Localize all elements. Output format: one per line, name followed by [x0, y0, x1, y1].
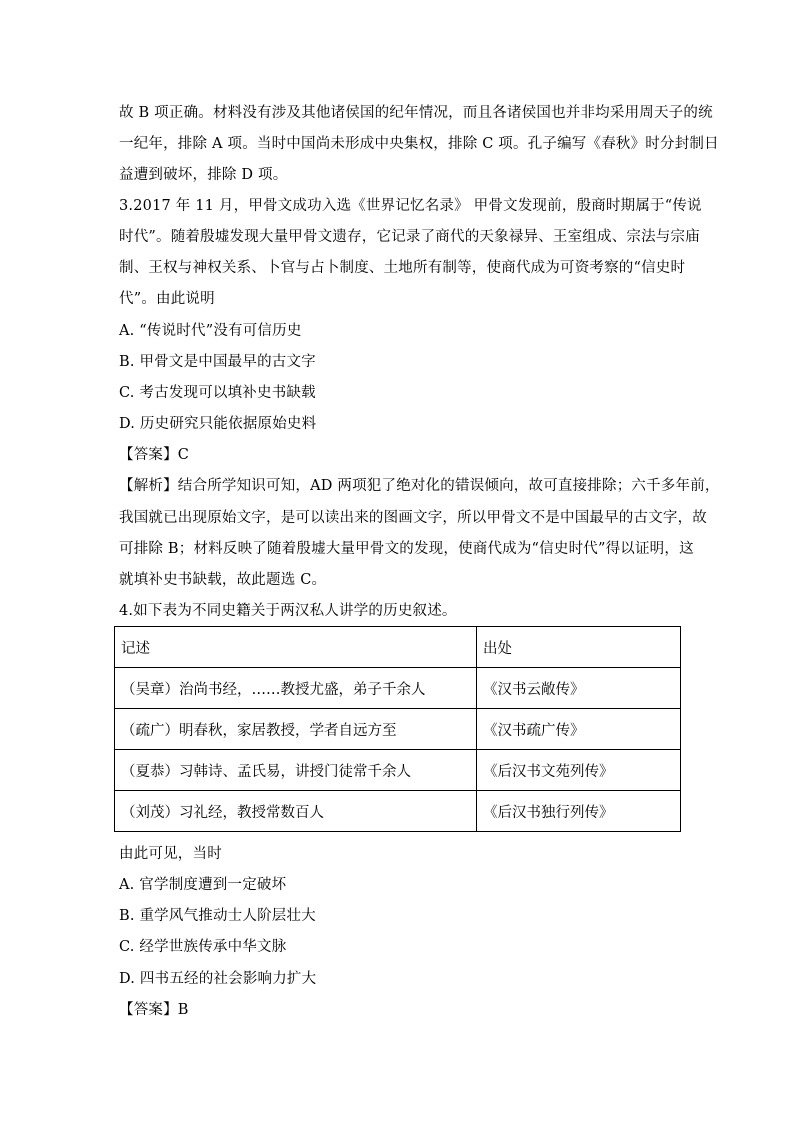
answer-label: 【答案】B: [119, 1002, 189, 1018]
table-cell: 《后汉书独行列传》: [477, 791, 681, 832]
table-row: [115, 750, 681, 791]
text-line: 益遭到破坏，排除 D 项。: [119, 167, 288, 183]
table-cell: 《后汉书文苑列传》: [477, 750, 681, 791]
text-line: 代”。由此说明: [119, 291, 215, 307]
option-a: A. 官学制度遭到一定破坏: [119, 877, 287, 893]
text-line: 故 B 项正确。材料没有涉及其他诸侯国的纪年情况，而且各诸侯国也并非均采用周天子的统: [119, 105, 713, 121]
question-3-stem: 3.2017 年 11 月，甲骨文成功入选《世界记忆名录》 甲骨文发现前，殷商时期属于“传说: [119, 198, 702, 214]
option-d: D. 四书五经的社会影响力扩大: [119, 971, 317, 987]
text-line: 时代”。随着殷墟发现大量甲骨文遗存，它记录了商代的天象禄异、王室组成、宗法与宗庙: [119, 229, 700, 245]
option-b: B. 甲骨文是中国最早的古文字: [119, 354, 316, 370]
table-header-cell: 记述: [115, 627, 477, 668]
table-row: [115, 791, 681, 832]
text-line: 就填补史书缺载，故此题选 C。: [119, 572, 327, 588]
option-a: A. “传说时代”没有可信历史: [119, 323, 302, 339]
table-row: [115, 668, 681, 709]
table-row: [115, 709, 681, 750]
option-c: C. 经学世族传承中华文脉: [119, 939, 287, 955]
table-header-row: [115, 627, 681, 668]
option-d: D. 历史研究只能依据原始史料: [119, 416, 317, 432]
text-line: 制、王权与神权关系、卜官与占卜制度、土地所有制等，使商代成为可资考察的“信史时: [119, 260, 686, 276]
history-table: [114, 626, 681, 832]
option-b: B. 重学风气推动士人阶层壮大: [119, 908, 316, 924]
text-line: 我国就已出现原始文字，是可以读出来的图画文字，所以甲骨文不是中国最早的古文字，故: [119, 510, 707, 526]
question-4-prompt: 由此可见，当时: [119, 846, 222, 862]
option-c: C. 考古发现可以填补史书缺载: [119, 385, 316, 401]
table-cell: （刘茂）习礼经，教授常数百人: [115, 791, 477, 832]
text-line: 可排除 B；材料反映了随着殷墟大量甲骨文的发现，使商代成为“信史时代”得以证明，这: [119, 541, 694, 557]
analysis-text: 【解析】结合所学知识可知，AD 两项犯了绝对化的错误倾向，故可直接排除；六千多年前，: [119, 478, 720, 494]
table-cell: （疏广）明春秋，家居教授，学者自远方至: [115, 709, 477, 750]
table-cell: 《汉书疏广传》: [477, 709, 681, 750]
table-cell: （吴章）治尚书经，……教授尤盛，弟子千余人: [115, 668, 477, 709]
table-cell: （夏恭）习韩诗、孟氏易，讲授门徒常千余人: [115, 750, 477, 791]
text-line: 一纪年，排除 A 项。当时中国尚未形成中央集权，排除 C 项。孔子编写《春秋》时分封制日: [119, 136, 719, 152]
table-header-cell: 出处: [477, 627, 681, 668]
table-cell: 《汉书云敞传》: [477, 668, 681, 709]
question-4-stem: 4.如下表为不同史籍关于两汉私人讲学的历史叙述。: [119, 603, 457, 619]
answer-label: 【答案】C: [119, 447, 190, 463]
